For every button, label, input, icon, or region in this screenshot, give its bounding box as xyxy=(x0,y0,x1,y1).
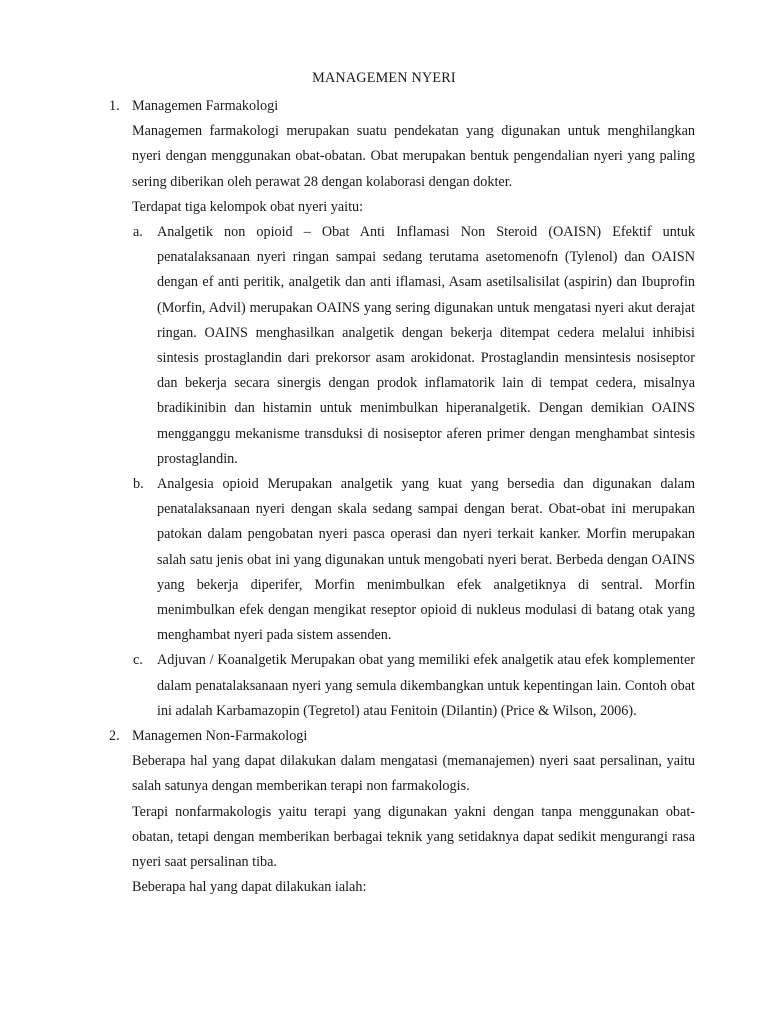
document-title: MANAGEMEN NYERI xyxy=(312,70,456,86)
section-heading: Managemen Farmakologi xyxy=(132,98,279,114)
section-heading: Managemen Non-Farmakologi xyxy=(132,728,308,745)
section-number: 2. xyxy=(109,728,120,745)
list-item-text: Analgetik non opioid – Obat Anti Inflamasi Non Steroid (OAISN) Efektif untuk penatalaksanaan nyeri ringan sampai sedang terutama asetomenofn (Tylenol) dan OAISN dengan ef anti peritik, analgetik dan anti iflamasi, Asam asetilsalisilat (aspirin) dan Ibuprofin (Morfin, Advil) merupakan OAINS yang sering digunakan untuk mengatasi nyeri akut derajat ringan. OAINS menghasilkan analgetik dengan bekerja ditempat cedera melalui inhibisi sintesis prostaglandin dari prekorsor asam arokidonat. Prostaglandin mensintesis nosiseptor dan bekerja secara sinergis dengan prodok inflamatorik lain di tempat cedera, misalnya bradikinibin dan histamin untuk menimbulkan hiperanalgetik. Dengan demikian OAINS mengganggu mekanisme transduksi di nosiseptor aferen primer dengan menghambat sintesis prostaglandin. xyxy=(157,224,695,467)
list-item-text: Analgesia opioid Merupakan analgetik yang kuat yang bersedia dan digunakan dalam penatalaksanaan nyeri dengan skala sedang sampai dengan berat. Obat-obat ini merupakan patokan dalam pengobatan nyeri pasca operasi dan nyeri terkait kanker. Morfin merupakan salah satu jenis obat ini yang digunakan untuk mengobati nyeri berat. Berbeda dengan OAINS yang bekerja diperifer, Morfin menimbulkan efek analgetiknya di sentral. Morfin menimbulkan efek dengan mengikat reseptor opioid di nukleus modulasi di batang otak yang menghambat nyeri pada sistem assenden. xyxy=(157,476,695,644)
section-farmakologi xyxy=(0,94,768,724)
list-marker: b. xyxy=(133,476,144,493)
list-marker: c. xyxy=(133,652,143,669)
paragraph: Managemen farmakologi merupakan suatu pendekatan yang digunakan untuk menghilangkan nyeri dengan menggunakan obat-obatan. Obat merupakan bentuk pengendalian nyeri yang paling sering diberikan oleh perawat 28 dengan kolaborasi dengan dokter. xyxy=(132,123,695,190)
paragraph: Beberapa hal yang dapat dilakukan ialah: xyxy=(132,879,367,896)
list-item xyxy=(132,648,695,724)
paragraph: Terdapat tiga kelompok obat nyeri yaitu: xyxy=(132,198,364,215)
list-marker: a. xyxy=(133,224,143,241)
paragraph: Terapi nonfarmakologis yaitu terapi yang digunakan yakni dengan tanpa menggunakan obat-obatan, tetapi dengan memberikan berbagai teknik yang setidaknya dapat sedikit mengurangi rasa nyeri saat persalinan tiba. xyxy=(132,803,695,871)
paragraph: Beberapa hal yang dapat dilakukan dalam mengatasi (memanajemen) nyeri saat persalinan, yaitu salah satunya dengan memberikan terapi non farmakologis. xyxy=(132,753,695,795)
list-item-text: Adjuvan / Koanalgetik Merupakan obat yang memiliki efek analgetik atau efek komplementer dalam penatalaksanaan nyeri yang semula dikembangkan untuk kepentingan lain. Contoh obat ini adalah Karbamazopin (Tegretol) atau Fenitoin (Dilantin) (Price & Wilson, 2006). xyxy=(157,652,695,719)
section-number: 1. xyxy=(109,98,120,114)
list-item xyxy=(132,220,695,472)
section-non-farmakologi xyxy=(0,724,768,900)
drug-group-list xyxy=(132,220,695,724)
list-item xyxy=(132,472,695,648)
